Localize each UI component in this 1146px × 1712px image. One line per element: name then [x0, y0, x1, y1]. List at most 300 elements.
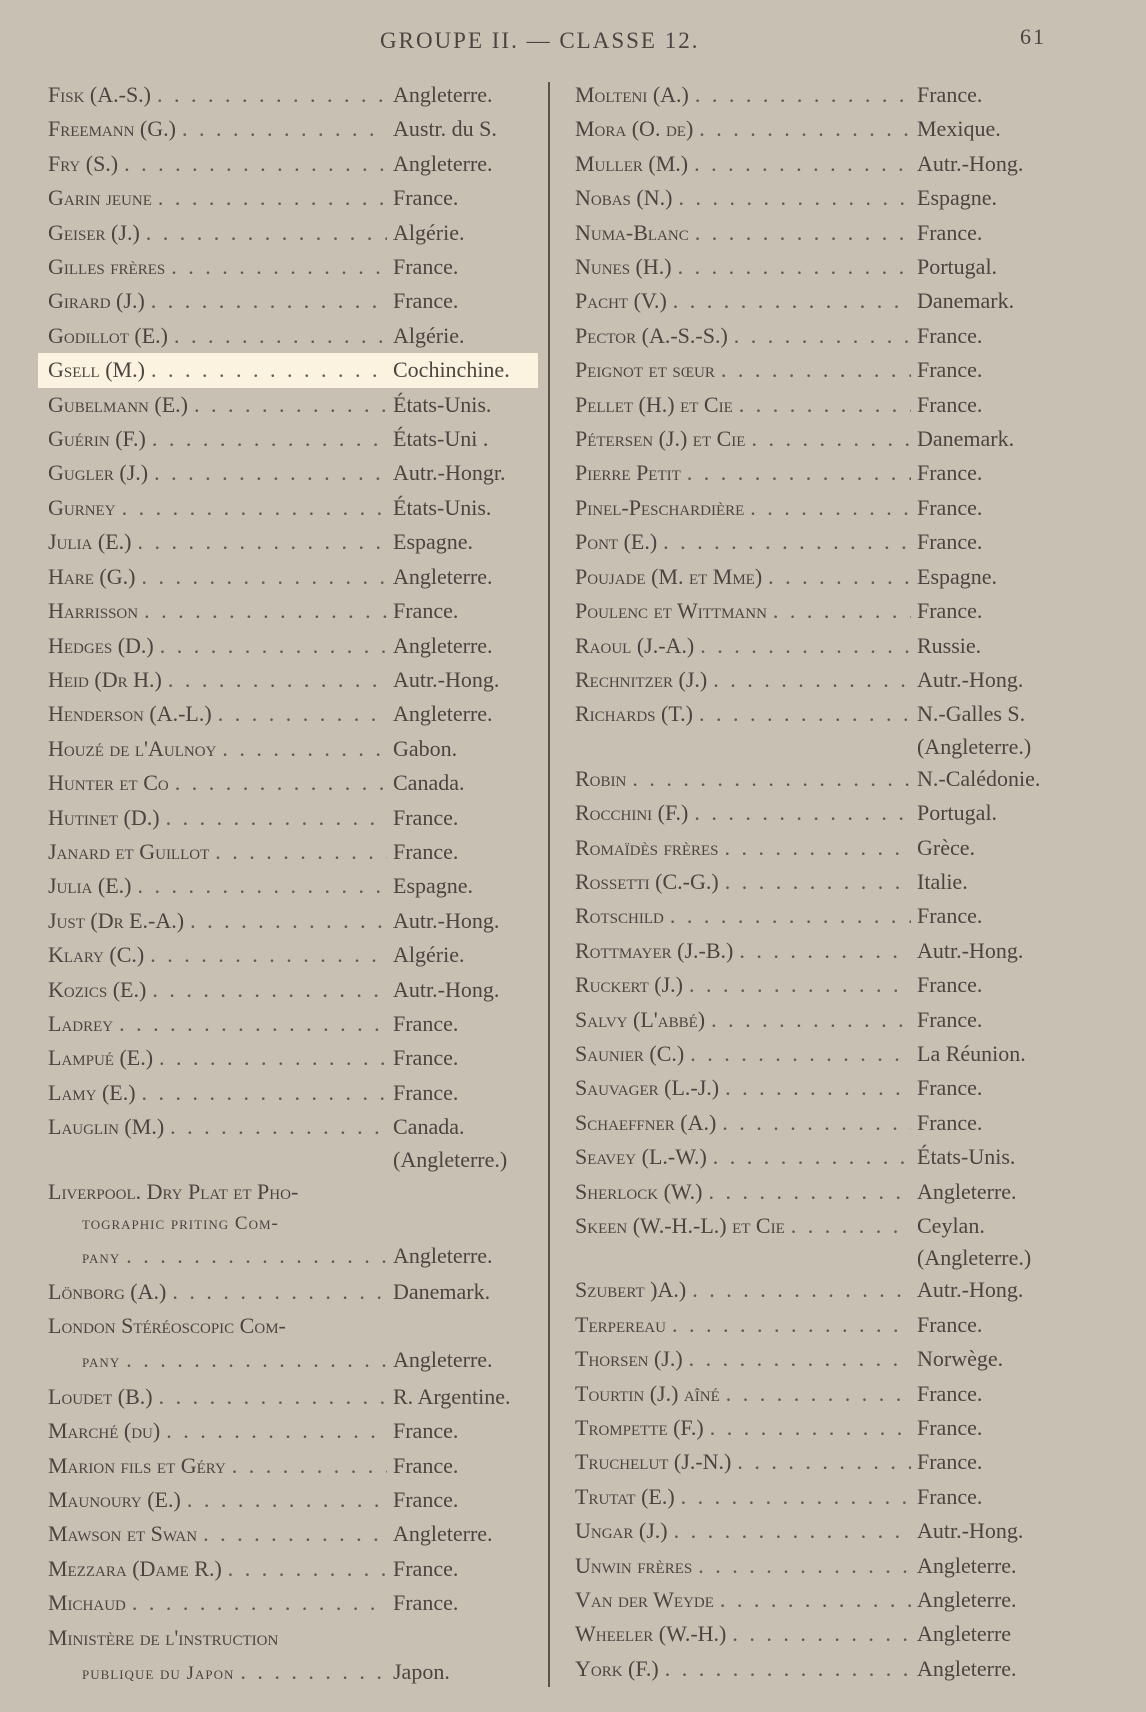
exhibitor-name: Julia (E.) — [48, 529, 132, 555]
exhibitor-name: Van der Weyde — [575, 1587, 714, 1613]
exhibitor-country: France. — [393, 598, 459, 624]
leader-dots — [132, 1586, 387, 1620]
exhibitor-name: Houzé de l'Aulnoy — [48, 735, 217, 761]
leader-dots — [695, 78, 911, 112]
list-item — [48, 1552, 538, 1586]
page-header — [0, 22, 1146, 62]
list-item — [48, 112, 538, 146]
list-item — [575, 796, 1055, 830]
list-item — [575, 1273, 1055, 1307]
exhibitor-country: Canada. — [393, 1114, 465, 1140]
exhibitor-country: Danemark. — [917, 426, 1015, 452]
leader-dots — [154, 456, 387, 490]
leader-dots — [751, 422, 911, 456]
list-item — [48, 319, 538, 353]
list-item — [48, 284, 538, 318]
exhibitor-name: Nunes (H.) — [575, 254, 672, 280]
exhibitor-name: Ungar (J.) — [575, 1518, 668, 1544]
exhibitor-name: pany — [82, 1246, 121, 1268]
exhibitor-name: Numa-Blanc — [575, 219, 689, 245]
country-continuation: (Angleterre.) — [917, 733, 1032, 759]
list-item — [575, 284, 1055, 318]
exhibitor-name: Terpereau — [575, 1311, 666, 1337]
exhibitor-country: La Réunion. — [917, 1040, 1026, 1066]
exhibitor-name: Gsell (M.) — [48, 357, 145, 383]
exhibitor-name: Pector (A.-S.-S.) — [575, 322, 728, 348]
exhibitor-country: Japon. — [393, 1658, 450, 1684]
list-item — [575, 1377, 1055, 1411]
exhibitor-name: Just (Dr E.-A.) — [48, 907, 185, 933]
leader-dots — [124, 147, 387, 181]
list-item — [575, 1445, 1055, 1479]
exhibitor-country: France. — [393, 185, 459, 211]
exhibitor-name: Poujade (M. et Mme) — [575, 563, 763, 589]
list-item — [575, 899, 1055, 933]
exhibitor-country: France. — [917, 1311, 983, 1337]
list-item — [575, 147, 1055, 181]
leader-dots — [215, 835, 387, 869]
exhibitor-country: France. — [917, 1483, 983, 1509]
exhibitor-name: Freemann (G.) — [48, 116, 176, 142]
exhibitor-country: Gabon. — [393, 735, 458, 761]
exhibitor-name: Marion fils et Géry — [48, 1452, 226, 1478]
leader-dots — [187, 1483, 387, 1517]
list-item — [48, 1655, 538, 1691]
exhibitor-name: Truchelut (J.-N.) — [575, 1449, 732, 1475]
list-item — [575, 1342, 1055, 1376]
list-item — [48, 973, 538, 1007]
leader-dots — [699, 112, 911, 146]
list-item — [575, 525, 1055, 559]
exhibitor-name: Loudet (B.) — [48, 1383, 153, 1409]
exhibitor-name: Kozics (E.) — [48, 976, 147, 1002]
leader-dots — [674, 1514, 911, 1548]
exhibitor-name: Pierre Petit — [575, 460, 681, 486]
leader-dots — [713, 1140, 911, 1174]
list-item — [48, 1041, 538, 1075]
list-item — [48, 1517, 538, 1551]
exhibitor-country: Angleterre. — [393, 150, 493, 176]
list-item — [48, 1483, 538, 1517]
exhibitor-country: Portugal. — [917, 254, 998, 280]
leader-dots — [768, 560, 911, 594]
list-item — [48, 216, 538, 250]
list-item — [575, 456, 1055, 490]
list-item — [575, 216, 1055, 250]
list-item — [48, 181, 538, 215]
exhibitor-name: Rossetti (C.-G.) — [575, 868, 719, 894]
exhibitor-country: Autr.-Hong. — [917, 1277, 1024, 1303]
exhibitor-name: Trutat (E.) — [575, 1483, 675, 1509]
leader-dots — [750, 491, 911, 525]
exhibitor-name: Gugler (J.) — [48, 460, 149, 486]
exhibitor-country: France. — [917, 1449, 983, 1475]
exhibitor-country: France. — [917, 1075, 983, 1101]
leader-dots — [172, 1275, 387, 1309]
list-item — [48, 147, 538, 181]
exhibitor-name: Szubert )A.) — [575, 1277, 687, 1303]
exhibitor-name: Pacht (V.) — [575, 288, 667, 314]
exhibitor-country: France. — [917, 529, 983, 555]
exhibitor-country: Italie. — [917, 868, 968, 894]
exhibitor-country: Espagne. — [917, 563, 998, 589]
list-item — [48, 1586, 538, 1620]
exhibitor-country: États-Uni . — [393, 426, 489, 452]
exhibitor-country: Russie. — [917, 632, 982, 658]
leader-dots — [692, 1273, 911, 1307]
exhibitor-country: France. — [917, 903, 983, 929]
exhibitor-name: Gurney — [48, 494, 116, 520]
list-item — [575, 831, 1055, 865]
list-item — [575, 1617, 1055, 1651]
exhibitor-name: Godillot (E.) — [48, 322, 168, 348]
leader-dots — [141, 560, 387, 594]
exhibitor-name: Richards (T.) — [575, 701, 693, 727]
leader-dots — [632, 762, 911, 796]
leader-dots — [665, 1652, 911, 1686]
list-item — [575, 1175, 1055, 1209]
leader-dots — [670, 899, 911, 933]
exhibitor-country: Autr.-Hong. — [393, 666, 500, 692]
leader-dots — [222, 732, 387, 766]
exhibitor-country: France. — [917, 357, 983, 383]
exhibitor-name: Pétersen (J.) et Cie — [575, 426, 746, 452]
exhibitor-name: Seavey (L.-W.) — [575, 1144, 707, 1170]
list-item — [48, 1343, 538, 1379]
leader-dots — [175, 766, 387, 800]
exhibitor-country: Espagne. — [917, 185, 998, 211]
exhibitor-name: Henderson (A.-L.) — [48, 701, 212, 727]
list-item — [575, 250, 1055, 284]
leader-dots — [689, 1342, 911, 1376]
leader-dots — [122, 491, 387, 525]
leader-dots — [713, 663, 911, 697]
leader-dots — [151, 353, 387, 387]
exhibitor-country: France. — [393, 1418, 459, 1444]
exhibitor-country: France. — [393, 1010, 459, 1036]
exhibitor-country: Ceylan. — [917, 1213, 985, 1238]
exhibitor-name: Harrisson — [48, 598, 139, 624]
exhibitor-name: Salvy (L'abbé) — [575, 1006, 706, 1032]
list-item — [575, 663, 1055, 697]
exhibitor-name: Mezzara (Dame R.) — [48, 1555, 222, 1581]
list-item — [48, 456, 538, 490]
leader-dots — [218, 697, 387, 731]
leader-dots — [700, 629, 911, 663]
exhibitor-name: Pont (E.) — [575, 529, 658, 555]
exhibitor-name: Poulenc et Wittmann — [575, 598, 767, 624]
list-item — [48, 904, 538, 938]
list-item — [575, 1037, 1055, 1071]
exhibitor-country: France. — [917, 972, 983, 998]
exhibitor-country: France. — [393, 288, 459, 314]
list-item — [575, 422, 1055, 456]
list-item — [48, 663, 538, 697]
exhibitor-name: Garin jeune — [48, 185, 152, 211]
exhibitor-country: Danemark. — [393, 1279, 491, 1304]
exhibitor-name-line: London Stéréoscopic Com- — [48, 1313, 286, 1339]
list-item — [48, 766, 538, 800]
exhibitor-country: Autr.-Hong. — [917, 937, 1024, 963]
leader-dots — [159, 1380, 387, 1414]
leader-dots — [739, 934, 911, 968]
page-number: 61 — [1020, 24, 1046, 49]
leader-dots — [228, 1552, 387, 1586]
exhibitor-name: Molteni (A.) — [575, 82, 689, 107]
leader-dots — [689, 968, 911, 1002]
exhibitor-name: Lauglin (M.) — [48, 1114, 165, 1140]
leader-dots — [672, 1308, 911, 1342]
leader-dots — [791, 1209, 911, 1243]
list-item — [48, 1076, 538, 1110]
exhibitor-name: Fisk (A.-S.) — [48, 82, 152, 107]
exhibitor-name: Hutinet (D.) — [48, 804, 160, 830]
exhibitor-name: Hare (G.) — [48, 563, 136, 589]
leader-dots — [699, 697, 911, 731]
list-item — [575, 697, 1055, 731]
leader-dots — [673, 284, 911, 318]
list-item — [575, 1549, 1055, 1583]
list-item — [48, 938, 538, 972]
list-item — [575, 1411, 1055, 1445]
list-item — [48, 732, 538, 766]
exhibitor-name: Raoul (J.-A.) — [575, 632, 695, 658]
exhibitor-country: Algérie. — [393, 942, 465, 968]
exhibitor-name: Hunter et Co — [48, 770, 169, 796]
list-item — [575, 78, 1055, 112]
leader-dots — [119, 1007, 387, 1041]
list-item — [48, 869, 538, 903]
exhibitor-country: France. — [917, 1006, 983, 1032]
exhibitor-country: Espagne. — [393, 529, 474, 555]
column-divider — [548, 82, 550, 1687]
exhibitor-country: France. — [393, 1555, 459, 1581]
leader-dots — [151, 284, 387, 318]
exhibitor-name: Sherlock (W.) — [575, 1178, 703, 1204]
exhibitor-country: Angleterre. — [393, 563, 493, 589]
exhibitor-name: Trompette (F.) — [575, 1415, 704, 1441]
leader-dots — [694, 147, 911, 181]
leader-dots — [126, 1343, 387, 1377]
right-column — [575, 78, 1055, 1686]
list-item — [575, 1583, 1055, 1617]
exhibitor-name: Ladrey — [48, 1010, 114, 1036]
exhibitor-name-line: tographic priting Com- — [82, 1212, 279, 1234]
exhibitor-name: Schaeffner (A.) — [575, 1109, 717, 1135]
list-item — [48, 835, 538, 869]
list-item — [48, 1007, 538, 1041]
exhibitor-country: Angleterre. — [393, 82, 493, 107]
exhibitor-name: Muller (M.) — [575, 150, 689, 176]
leader-dots — [732, 1617, 911, 1651]
exhibitor-name: Maunoury (E.) — [48, 1487, 181, 1513]
exhibitor-country: Angleterre — [917, 1621, 1012, 1647]
leader-dots — [168, 663, 387, 697]
exhibitor-name: Heid (Dr H.) — [48, 666, 162, 692]
exhibitor-country: Mexique. — [917, 116, 1001, 142]
exhibitor-country: Espagne. — [393, 873, 474, 899]
leader-dots — [726, 1377, 911, 1411]
leader-dots — [722, 1106, 911, 1140]
exhibitor-country: Grèce. — [917, 834, 976, 860]
list-item — [575, 1071, 1055, 1105]
exhibitor-name: Pinel-Peschardière — [575, 494, 745, 520]
list-item — [575, 1308, 1055, 1342]
exhibitor-country: Angleterre. — [393, 632, 493, 658]
exhibitor-country: Angleterre. — [917, 1552, 1017, 1578]
leader-dots — [146, 216, 387, 250]
exhibitor-name: Nobas (N.) — [575, 185, 673, 211]
leader-dots — [663, 525, 911, 559]
exhibitor-name: Fry (S.) — [48, 150, 119, 176]
leader-dots — [157, 78, 387, 112]
list-item — [575, 968, 1055, 1002]
exhibitor-country: Norwège. — [917, 1346, 1004, 1372]
exhibitor-country: France. — [393, 254, 459, 280]
exhibitor-country: Autr.-Hongr. — [393, 460, 506, 486]
exhibitor-country: France. — [393, 1487, 459, 1513]
exhibitor-name: Wheeler (W.-H.) — [575, 1621, 727, 1647]
exhibitor-country: Canada. — [393, 770, 465, 796]
list-item — [48, 1380, 538, 1414]
list-item — [575, 388, 1055, 422]
list-item — [575, 319, 1055, 353]
leader-dots — [710, 1411, 911, 1445]
list-item — [48, 1239, 538, 1275]
leader-dots — [160, 629, 387, 663]
list-item — [575, 1480, 1055, 1514]
list-item — [48, 1275, 538, 1309]
exhibitor-country: France. — [917, 1415, 983, 1441]
exhibitor-country: France. — [917, 391, 983, 417]
exhibitor-name: Klary (C.) — [48, 942, 145, 968]
exhibitor-country: États-Unis. — [917, 1144, 1016, 1170]
exhibitor-name: Rottmayer (J.-B.) — [575, 937, 734, 963]
list-item — [575, 1140, 1055, 1174]
leader-dots — [170, 1110, 387, 1144]
list-item — [575, 1106, 1055, 1140]
exhibitor-name: Unwin frères — [575, 1552, 693, 1578]
list-item — [48, 525, 538, 559]
list-item — [575, 629, 1055, 663]
exhibitor-name: Girard (J.) — [48, 288, 145, 314]
country-continuation: (Angleterre.) — [393, 1146, 508, 1172]
exhibitor-country: France. — [393, 1045, 459, 1071]
exhibitor-country: Cochinchine. — [393, 357, 510, 383]
country-continuation: (Angleterre.) — [917, 1245, 1032, 1271]
list-item — [48, 78, 538, 112]
exhibitor-name: Rocchini (F.) — [575, 800, 689, 826]
left-column — [48, 78, 538, 1691]
exhibitor-country: États-Unis. — [393, 494, 492, 520]
exhibitor-country: Autr.-Hong. — [393, 976, 500, 1002]
list-item — [48, 629, 538, 663]
exhibitor-name: Ruckert (J.) — [575, 972, 683, 998]
list-item — [48, 1449, 538, 1483]
list-item — [575, 1514, 1055, 1548]
list-item — [575, 594, 1055, 628]
list-item — [575, 1209, 1055, 1243]
leader-dots — [194, 388, 387, 422]
leader-dots — [678, 181, 911, 215]
list-item — [48, 422, 538, 456]
exhibitor-country: Algérie. — [393, 322, 465, 348]
exhibitor-name: Gubelmann (E.) — [48, 391, 188, 417]
leader-dots — [734, 319, 911, 353]
list-item — [48, 594, 538, 628]
exhibitor-country: France. — [393, 1452, 459, 1478]
list-item — [575, 181, 1055, 215]
leader-dots — [725, 1071, 911, 1105]
leader-dots — [158, 181, 387, 215]
exhibitor-country: France. — [393, 838, 459, 864]
leader-dots — [739, 388, 911, 422]
exhibitor-country: France. — [917, 1109, 983, 1135]
exhibitor-country: Angleterre. — [917, 1655, 1017, 1681]
exhibitor-country: Angleterre. — [393, 1242, 493, 1268]
leader-dots — [773, 594, 911, 628]
leader-dots — [690, 1037, 911, 1071]
exhibitor-country: États-Unis. — [393, 391, 492, 417]
leader-dots — [152, 422, 387, 456]
exhibitor-name: Hedges (D.) — [48, 632, 154, 658]
exhibitor-country: N.-Galles S. — [917, 701, 1026, 727]
leader-dots — [152, 973, 387, 1007]
exhibitor-name: publique du Japon — [82, 1662, 235, 1684]
leader-dots — [725, 831, 911, 865]
exhibitor-name: Romaïdès frères — [575, 834, 719, 860]
exhibitor-name: York (F.) — [575, 1655, 659, 1681]
list-item — [575, 112, 1055, 146]
leader-dots — [171, 250, 387, 284]
exhibitor-name: Rechnitzer (J.) — [575, 666, 708, 692]
exhibitor-name: Mawson et Swan — [48, 1521, 198, 1547]
exhibitor-country: Portugal. — [917, 800, 998, 826]
leader-dots — [142, 1076, 387, 1110]
exhibitor-country: Autr.-Hong. — [917, 666, 1024, 692]
exhibitor-name-line: Ministère de l'instruction — [48, 1624, 279, 1650]
exhibitor-name: Sauvager (L.-J.) — [575, 1075, 720, 1101]
exhibitor-name: Julia (E.) — [48, 873, 132, 899]
exhibitor-country: France. — [917, 494, 983, 520]
exhibitor-name: Guérin (F.) — [48, 426, 146, 452]
list-item — [48, 491, 538, 525]
list-item — [575, 1652, 1055, 1686]
list-item — [575, 762, 1055, 796]
exhibitor-name: Lönborg (A.) — [48, 1279, 167, 1304]
list-item — [48, 560, 538, 594]
leader-dots — [694, 796, 911, 830]
exhibitor-name: Saunier (C.) — [575, 1040, 685, 1066]
exhibitor-country: France. — [393, 1079, 459, 1105]
list-item — [575, 934, 1055, 968]
exhibitor-name: Tourtin (J.) aîné — [575, 1380, 720, 1406]
leader-dots — [150, 938, 387, 972]
leader-dots — [720, 1583, 911, 1617]
exhibitor-name: Rotschild — [575, 903, 664, 929]
exhibitor-country: Austr. du S. — [393, 116, 497, 142]
exhibitor-name: Lampué (E.) — [48, 1045, 154, 1071]
exhibitor-country: France. — [917, 322, 983, 348]
exhibitor-name: Janard et Guillot — [48, 838, 210, 864]
exhibitor-country: Angleterre. — [393, 1521, 493, 1547]
leader-dots — [137, 869, 387, 903]
exhibitor-country: Angleterre. — [393, 701, 493, 727]
exhibitor-name: Michaud — [48, 1590, 126, 1616]
list-item — [575, 353, 1055, 387]
leader-dots — [678, 250, 911, 284]
leader-dots — [232, 1449, 387, 1483]
